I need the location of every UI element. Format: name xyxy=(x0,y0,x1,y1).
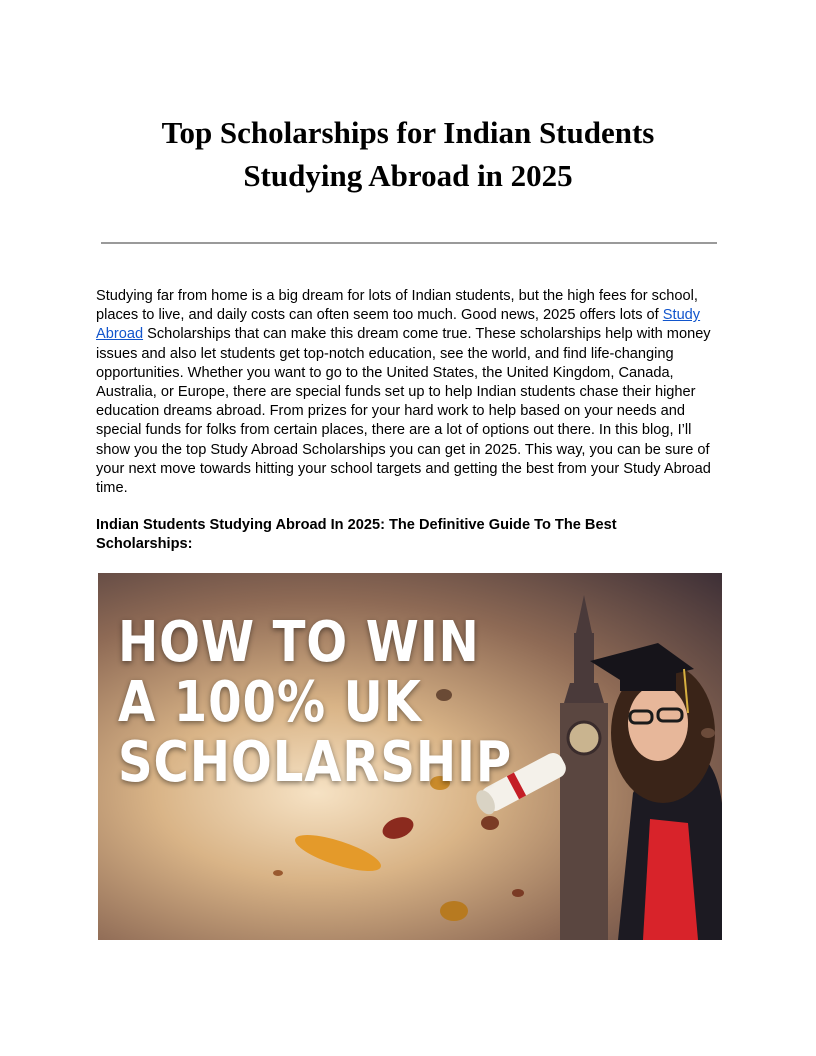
scholarship-banner-image xyxy=(98,573,722,940)
intro-text-after-link: Scholarships that can make this dream come true. These scholarships help with money issues and also let students get top-notch education, see the world, and find life-changing opportunities. Whether you want to go to the United States, the United Kingdom, Canada, Australia, or Europe, there are special funds set up to help Indian students chase their higher education dreams abroad. From prizes for your hard work to help based on your needs and special funds for folks from certain places, there are a lot of options out there. In this blog, I’ll show you the top Study Abroad Scholarships you can get in 2025. This way, you can be sure of your next move towards hitting your school targets and getting the best from your Study Abroad time. xyxy=(96,326,711,497)
intro-paragraph xyxy=(96,287,722,498)
clock-tower xyxy=(560,595,608,940)
title-line-2: Studying Abroad in 2025 xyxy=(243,158,573,193)
page-title xyxy=(96,111,720,197)
title-line-1: Top Scholarships for Indian Students xyxy=(161,115,655,150)
section-subheading: Indian Students Studying Abroad In 2025: The Definitive Guide To The Best Scholarships: xyxy=(96,517,617,553)
graduate-figure xyxy=(590,643,722,940)
banner-line-2: A 100% UK xyxy=(118,670,422,735)
banner-line-1: HOW TO WIN xyxy=(118,610,480,675)
study-abroad-link[interactable]: Study Abroad xyxy=(96,307,701,343)
horizontal-divider xyxy=(101,242,717,244)
intro-text-before-link: Studying far from home is a big dream for lots of Indian students, but the high fees for school, places to live, and daily costs can often seem too much. Good news, 2025 offers lots of xyxy=(96,288,698,324)
banner-headline xyxy=(118,610,512,795)
banner-line-3: SCHOLARSHIP xyxy=(118,730,512,795)
